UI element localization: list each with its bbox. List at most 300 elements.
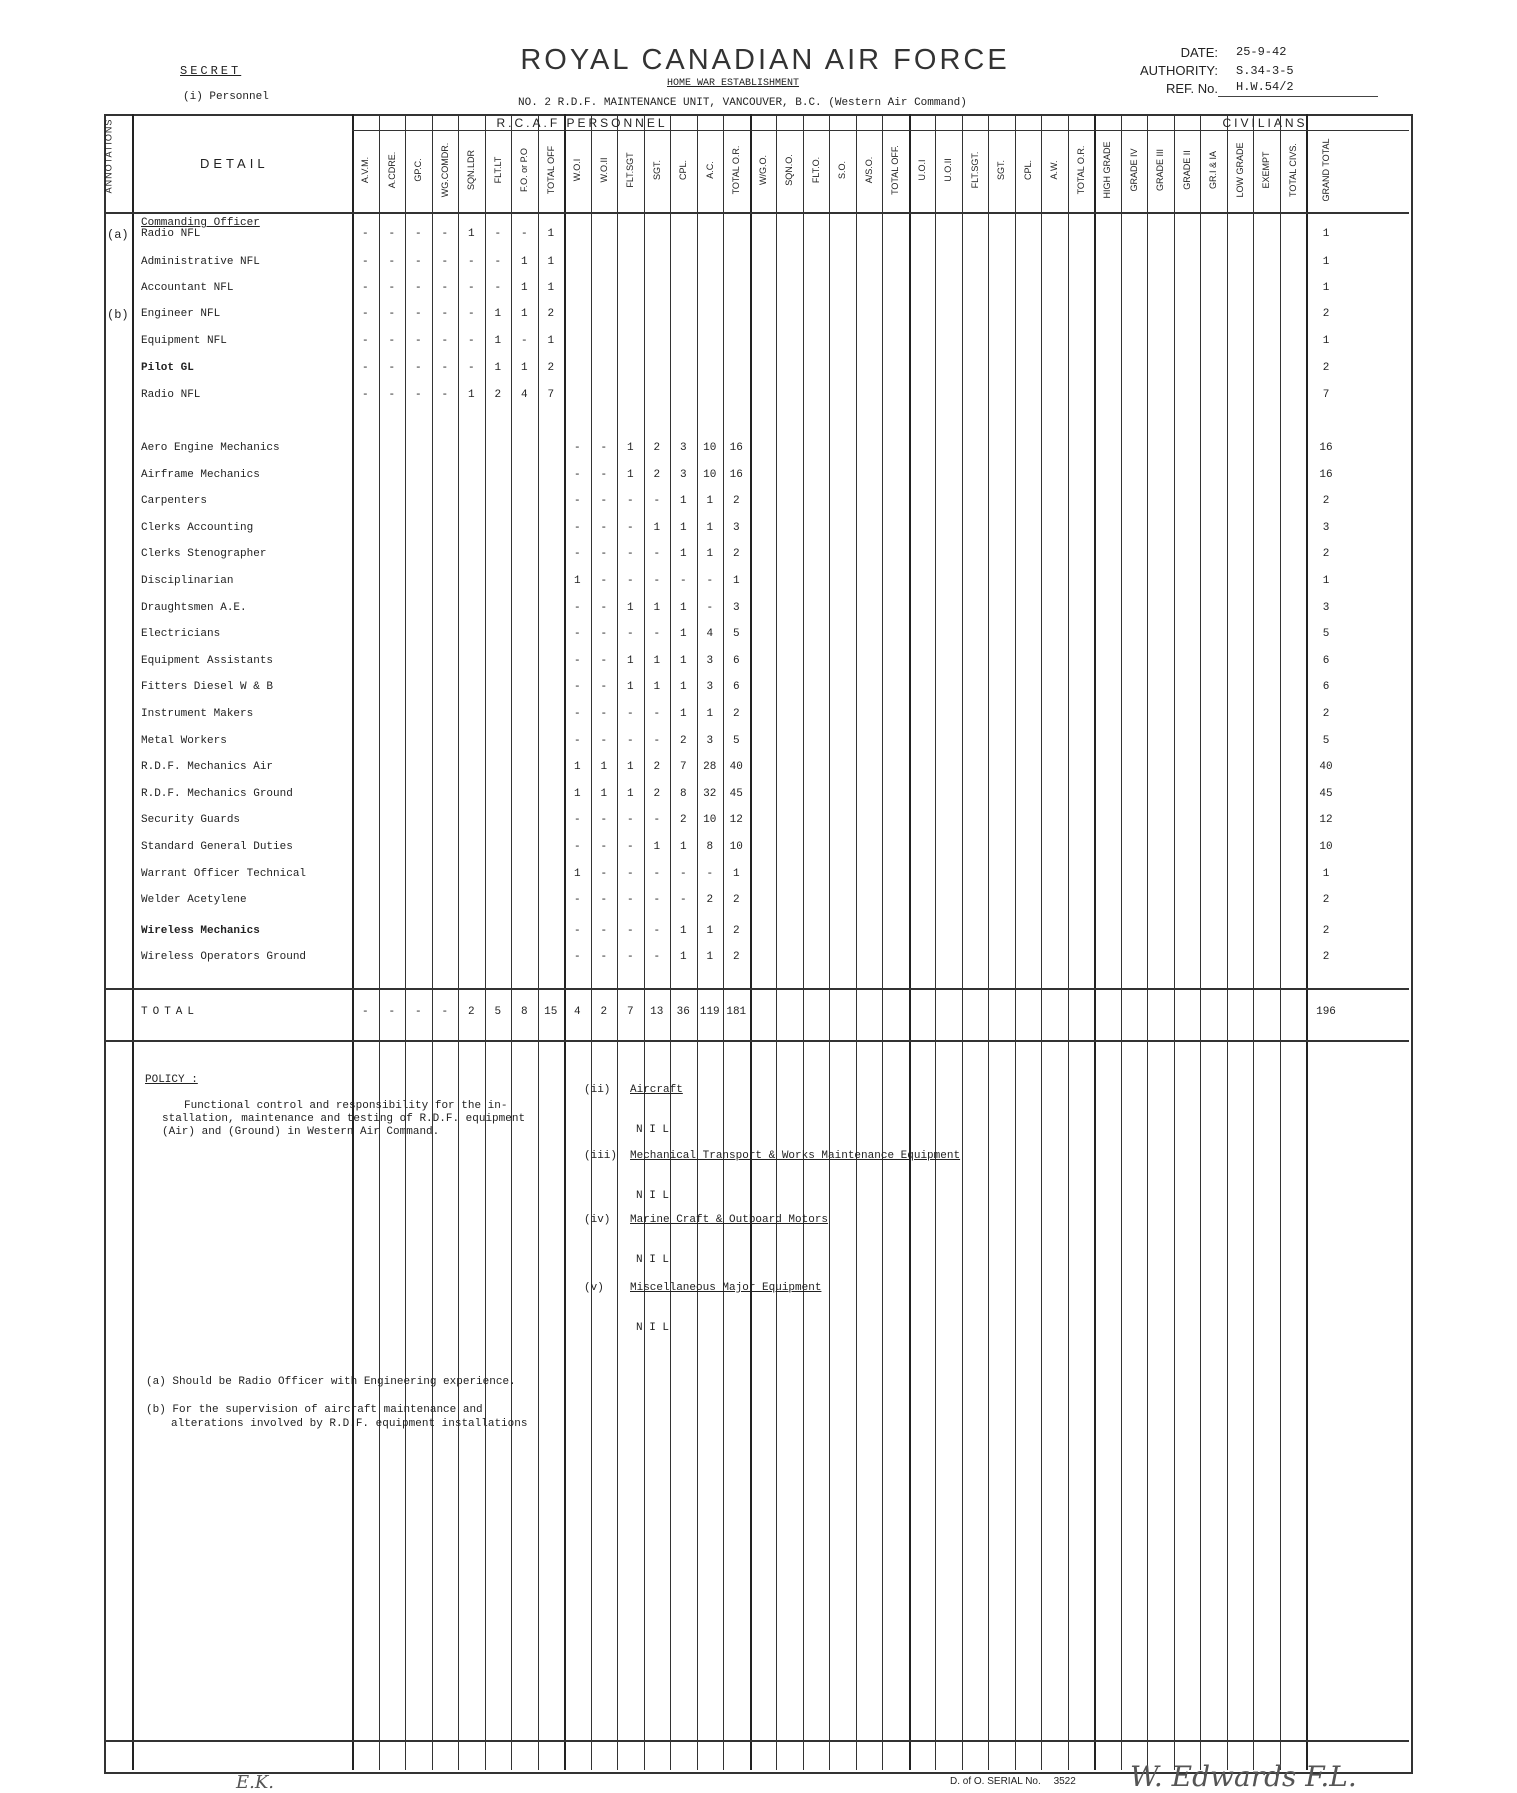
grand-total-cell: 10 xyxy=(1319,841,1333,853)
table-cell: - xyxy=(573,495,581,508)
table-cell: 32 xyxy=(703,787,717,800)
table-cell: - xyxy=(600,575,608,587)
table-cell: - xyxy=(573,814,581,827)
grand-total-cell: 5 xyxy=(1322,734,1330,747)
table-cell: 10 xyxy=(703,442,717,454)
table-cell: 1 xyxy=(520,362,528,374)
table-cell: - xyxy=(600,548,608,561)
row-label: Electricians xyxy=(141,628,221,641)
column-header: TOTAL OFF xyxy=(545,145,556,195)
column-header: CPL. xyxy=(678,160,689,181)
table-cell: - xyxy=(653,814,661,827)
policy-line: stallation, maintenance and testing of R.D.F. equipment xyxy=(162,1113,526,1125)
table-cell: - xyxy=(600,681,608,694)
table-cell: 10 xyxy=(703,814,717,827)
table-cell: 1 xyxy=(547,256,555,268)
table-cell: - xyxy=(573,894,581,907)
table-cell: 2 xyxy=(732,951,740,964)
row-label: Equipment NFL xyxy=(141,335,227,347)
table-cell: 1 xyxy=(626,468,634,481)
table-cell: - xyxy=(388,308,396,320)
equipment-title: Marine Craft & Outboard Motors xyxy=(630,1214,829,1226)
table-cell: - xyxy=(388,256,396,268)
row-label: R.D.F. Mechanics Air xyxy=(141,761,274,774)
column-header: SQN.LDR xyxy=(466,150,477,191)
column-header: EXEMPT xyxy=(1261,151,1272,189)
column-line xyxy=(776,114,777,1770)
column-header: FLT.O. xyxy=(810,156,821,184)
column-line xyxy=(1174,114,1175,1770)
row-label: Security Guards xyxy=(141,814,241,827)
column-header: A.W. xyxy=(1049,160,1060,180)
ref-underline xyxy=(1218,96,1378,97)
table-cell: - xyxy=(600,628,608,641)
table-cell: - xyxy=(388,228,396,240)
row-label: Disciplinarian xyxy=(141,575,234,587)
table-cell: 40 xyxy=(729,761,743,774)
total-cell: 7 xyxy=(626,1006,634,1018)
grand-total-cell: 2 xyxy=(1322,362,1330,374)
table-cell: 2 xyxy=(679,734,687,747)
table-cell: - xyxy=(679,867,687,880)
table-cell: 45 xyxy=(729,787,743,800)
row-label: Welder Acetylene xyxy=(141,894,247,907)
table-cell: - xyxy=(573,734,581,747)
table-cell: - xyxy=(414,335,422,347)
table-cell: - xyxy=(626,924,634,937)
column-line xyxy=(856,114,857,1770)
equipment-value: N I L xyxy=(636,1254,670,1266)
table-cell: 1 xyxy=(653,521,661,534)
table-cell: - xyxy=(573,468,581,481)
table-cell: - xyxy=(626,548,634,561)
column-line xyxy=(909,114,911,1770)
note-line: (b) For the supervision of aircraft maintenance and xyxy=(146,1404,483,1416)
civilians-group: CIVILIANS xyxy=(1222,116,1308,130)
column-line xyxy=(750,114,752,1770)
column-header: FLT.LT xyxy=(492,156,503,184)
table-cell: 1 xyxy=(706,548,714,561)
table-cell: - xyxy=(441,335,449,347)
table-cell: 1 xyxy=(679,924,687,937)
column-header: TOTAL OFF. xyxy=(890,145,901,195)
table-cell: - xyxy=(388,389,396,401)
group-header-line xyxy=(352,130,1409,131)
column-line xyxy=(1121,114,1122,1770)
table-cell: - xyxy=(600,654,608,667)
establishment-subtitle: HOME WAR ESTABLISHMENT xyxy=(667,78,800,89)
table-cell: - xyxy=(414,308,422,320)
table-cell: 8 xyxy=(679,787,687,800)
table-cell: 7 xyxy=(679,761,687,774)
table-cell: - xyxy=(653,548,661,561)
table-cell: 1 xyxy=(679,548,687,561)
table-cell: 1 xyxy=(706,924,714,937)
column-header: TOTAL O.R. xyxy=(731,145,742,195)
table-cell: - xyxy=(626,814,634,827)
table-cell: - xyxy=(600,601,608,614)
column-header: W.O.II xyxy=(598,157,609,183)
table-cell: - xyxy=(626,951,634,964)
column-header: A.C. xyxy=(704,161,715,179)
column-header: FLT.SGT xyxy=(625,152,636,188)
table-cell: - xyxy=(600,841,608,853)
unit-line: NO. 2 R.D.F. MAINTENANCE UNIT, VANCOUVER, B.C. (Western Air Command) xyxy=(518,97,967,109)
column-line xyxy=(1094,114,1096,1770)
total-cell: - xyxy=(414,1006,422,1018)
table-cell: 1 xyxy=(679,521,687,534)
table-cell: 1 xyxy=(573,867,581,880)
row-label: Equipment Assistants xyxy=(141,654,274,667)
grand-total-cell: 16 xyxy=(1319,442,1333,454)
grand-total-cell: 16 xyxy=(1319,468,1333,481)
table-cell: 1 xyxy=(706,951,714,964)
table-cell: 1 xyxy=(706,495,714,508)
detail-header: DETAIL xyxy=(200,156,269,171)
column-header: CPL. xyxy=(1022,160,1033,181)
grand-total-cell: 3 xyxy=(1322,601,1330,614)
table-cell: 3 xyxy=(706,654,714,667)
grand-total-cell: 45 xyxy=(1319,787,1333,800)
row-label: Aero Engine Mechanics xyxy=(141,442,280,454)
table-cell: - xyxy=(679,894,687,907)
table-cell: - xyxy=(388,335,396,347)
table-cell: - xyxy=(388,282,396,294)
column-line xyxy=(882,114,883,1770)
table-cell: - xyxy=(361,228,369,240)
table-cell: 2 xyxy=(653,787,661,800)
table-cell: 2 xyxy=(679,814,687,827)
row-label: Radio NFL xyxy=(141,389,201,401)
note-line: alterations involved by R.D.F. equipment installations xyxy=(171,1418,528,1430)
table-cell: - xyxy=(361,308,369,320)
table-cell: 3 xyxy=(679,468,687,481)
table-cell: 1 xyxy=(520,282,528,294)
equipment-title: Miscellaneous Major Equipment xyxy=(630,1282,822,1294)
table-cell: - xyxy=(600,867,608,880)
row-label: Radio NFL xyxy=(141,228,201,240)
column-header: GRADE IV xyxy=(1128,148,1139,192)
column-header: GRAND TOTAL xyxy=(1321,138,1331,202)
table-cell: 2 xyxy=(653,442,661,454)
grand-total-cell: 1 xyxy=(1322,256,1330,268)
table-cell: - xyxy=(653,867,661,880)
row-label: Accountant NFL xyxy=(141,282,234,294)
table-cell: 5 xyxy=(732,628,740,641)
table-cell: - xyxy=(626,495,634,508)
grand-total-cell: 2 xyxy=(1322,951,1330,964)
table-cell: - xyxy=(467,362,475,374)
row-label: Draughtsmen A.E. xyxy=(141,601,247,614)
table-cell: - xyxy=(653,708,661,720)
total-cell: 119 xyxy=(699,1006,720,1018)
table-cell: 1 xyxy=(467,389,475,401)
table-cell: 1 xyxy=(679,601,687,614)
table-cell: 16 xyxy=(729,468,743,481)
equipment-number: (iv) xyxy=(584,1214,611,1226)
row-label: Instrument Makers xyxy=(141,708,254,720)
row-label: Wireless Mechanics xyxy=(141,924,260,937)
table-cell: 1 xyxy=(520,256,528,268)
column-line xyxy=(1253,114,1254,1770)
table-cell: - xyxy=(706,575,714,587)
column-header: WG.COMDR. xyxy=(439,142,450,198)
table-cell: - xyxy=(626,708,634,720)
table-cell: - xyxy=(573,521,581,534)
grand-total-cell: 3 xyxy=(1322,521,1330,534)
table-cell: 1 xyxy=(626,761,634,774)
grand-total-cell: 2 xyxy=(1322,308,1330,320)
grand-total-cell: 1 xyxy=(1322,575,1330,587)
table-cell: - xyxy=(573,841,581,853)
table-cell: - xyxy=(361,335,369,347)
table-cell: - xyxy=(653,951,661,964)
table-cell: - xyxy=(679,575,687,587)
date-label: DATE: xyxy=(1180,45,1218,60)
row-label: Warrant Officer Technical xyxy=(141,867,307,880)
table-cell: - xyxy=(600,708,608,720)
table-cell: 1 xyxy=(520,308,528,320)
table-cell: 1 xyxy=(547,335,555,347)
table-cell: - xyxy=(388,362,396,374)
column-line xyxy=(988,114,989,1770)
table-cell: 3 xyxy=(679,442,687,454)
table-cell: 1 xyxy=(626,787,634,800)
table-cell: - xyxy=(520,335,528,347)
total-cell: 15 xyxy=(544,1006,558,1018)
row-label: Wireless Operators Ground xyxy=(141,951,307,964)
row-label: Airframe Mechanics xyxy=(141,468,260,481)
total-cell: 2 xyxy=(600,1006,608,1018)
table-cell: 10 xyxy=(729,841,743,853)
table-cell: - xyxy=(414,282,422,294)
table-cell: 16 xyxy=(729,442,743,454)
row-label: Pilot GL xyxy=(141,362,194,374)
grand-total-cell: 6 xyxy=(1322,654,1330,667)
column-header: W.O.I xyxy=(572,158,583,182)
table-frame xyxy=(104,114,1413,1774)
table-cell: - xyxy=(494,256,502,268)
table-cell: - xyxy=(520,228,528,240)
table-cell: 3 xyxy=(732,521,740,534)
table-cell: - xyxy=(626,521,634,534)
table-cell: - xyxy=(441,362,449,374)
column-line xyxy=(723,114,724,1770)
table-cell: 1 xyxy=(573,575,581,587)
grand-total-cell: 12 xyxy=(1319,814,1333,827)
grand-total-cell: 196 xyxy=(1316,1006,1336,1018)
policy-heading: POLICY : xyxy=(145,1074,198,1086)
equipment-title: Aircraft xyxy=(630,1084,683,1096)
table-cell: 3 xyxy=(706,681,714,694)
column-header: GRADE III xyxy=(1155,149,1166,192)
table-cell: 1 xyxy=(732,575,740,587)
table-cell: - xyxy=(653,924,661,937)
table-cell: 2 xyxy=(732,495,740,508)
table-cell: - xyxy=(653,628,661,641)
equipment-number: (ii) xyxy=(584,1084,611,1096)
serial-block xyxy=(950,1776,1076,1787)
grand-total-cell: 1 xyxy=(1322,282,1330,294)
table-cell: - xyxy=(600,814,608,827)
row-label-top: Commanding Officer xyxy=(141,217,260,229)
grand-total-cell: 7 xyxy=(1322,389,1330,401)
row-annotation: (a) xyxy=(107,228,129,242)
table-cell: 3 xyxy=(706,734,714,747)
table-cell: - xyxy=(573,548,581,561)
column-line xyxy=(697,114,698,1770)
table-cell: 4 xyxy=(520,389,528,401)
table-cell: - xyxy=(494,282,502,294)
classification-label: SECRET xyxy=(180,64,242,78)
column-line xyxy=(1015,114,1016,1770)
table-cell: 1 xyxy=(494,335,502,347)
table-cell: - xyxy=(626,894,634,907)
grand-total-cell: 2 xyxy=(1322,924,1330,937)
column-line xyxy=(1041,114,1042,1770)
table-cell: - xyxy=(653,734,661,747)
table-cell: - xyxy=(626,841,634,853)
grand-total-cell: 5 xyxy=(1322,628,1330,641)
equipment-value: N I L xyxy=(636,1190,670,1202)
table-cell: 1 xyxy=(679,951,687,964)
table-cell: 5 xyxy=(732,734,740,747)
column-header: S.O. xyxy=(837,161,848,180)
serial-value: 3522 xyxy=(1053,1776,1076,1787)
table-cell: - xyxy=(441,256,449,268)
table-cell: - xyxy=(467,282,475,294)
column-line xyxy=(829,114,830,1770)
table-cell: 1 xyxy=(626,681,634,694)
table-cell: 1 xyxy=(494,308,502,320)
equipment-value: N I L xyxy=(636,1124,670,1136)
equipment-number: (iii) xyxy=(584,1150,618,1162)
column-header: SGT. xyxy=(651,160,662,181)
table-cell: 1 xyxy=(679,681,687,694)
column-line xyxy=(1306,114,1308,1770)
total-cell: - xyxy=(388,1006,396,1018)
column-line xyxy=(670,114,671,1770)
table-cell: - xyxy=(414,228,422,240)
table-cell: 10 xyxy=(703,468,717,481)
table-cell: - xyxy=(600,495,608,508)
header-labels xyxy=(1130,44,1218,98)
table-cell: 6 xyxy=(732,654,740,667)
table-cell: 1 xyxy=(706,708,714,720)
total-cell: - xyxy=(361,1006,369,1018)
table-cell: - xyxy=(414,256,422,268)
table-cell: - xyxy=(573,708,581,720)
policy-line: (Air) and (Ground) in Western Air Command. xyxy=(162,1126,440,1138)
column-header: FLT.SGT. xyxy=(969,151,980,189)
table-cell: 3 xyxy=(732,601,740,614)
table-cell: - xyxy=(573,442,581,454)
row-label: R.D.F. Mechanics Ground xyxy=(141,787,293,800)
table-cell: - xyxy=(573,681,581,694)
row-label: Metal Workers xyxy=(141,734,227,747)
note-line: (a) Should be Radio Officer with Engineering experience. xyxy=(146,1376,516,1388)
table-cell: 2 xyxy=(653,468,661,481)
table-cell: 1 xyxy=(547,228,555,240)
table-cell: - xyxy=(706,601,714,614)
authority-value: S.34-3-5 xyxy=(1236,64,1294,78)
table-cell: - xyxy=(441,282,449,294)
table-cell: 1 xyxy=(600,761,608,774)
table-cell: - xyxy=(414,389,422,401)
column-header: GP.C. xyxy=(413,158,424,182)
column-line xyxy=(935,114,936,1770)
annotation-column-line xyxy=(132,114,134,1770)
column-header: HIGH GRADE xyxy=(1102,141,1113,199)
table-cell: 1 xyxy=(679,495,687,508)
total-top-line xyxy=(104,988,1409,990)
equipment-number: (v) xyxy=(584,1282,604,1294)
table-cell: 2 xyxy=(732,924,740,937)
table-cell: 1 xyxy=(653,601,661,614)
table-cell: - xyxy=(361,389,369,401)
table-cell: 1 xyxy=(626,442,634,454)
table-cell: 1 xyxy=(626,601,634,614)
table-cell: - xyxy=(600,894,608,907)
table-cell: 1 xyxy=(573,787,581,800)
grand-total-cell: 1 xyxy=(1322,228,1330,240)
table-cell: 1 xyxy=(653,654,661,667)
table-cell: 1 xyxy=(706,521,714,534)
table-cell: 1 xyxy=(547,282,555,294)
table-cell: 8 xyxy=(706,841,714,853)
row-annotation: (b) xyxy=(107,308,129,322)
table-cell: - xyxy=(600,468,608,481)
initials-signature: E.K. xyxy=(236,1772,275,1793)
annotations-header: ANNOTATIONS xyxy=(103,118,114,194)
table-cell: 2 xyxy=(653,761,661,774)
column-header: F.O. or P.O xyxy=(519,148,530,192)
column-line xyxy=(1068,114,1069,1770)
table-cell: 12 xyxy=(729,814,743,827)
total-cell: - xyxy=(441,1006,449,1018)
table-cell: - xyxy=(467,308,475,320)
authority-label: AUTHORITY: xyxy=(1139,63,1218,78)
table-cell: - xyxy=(573,654,581,667)
column-line xyxy=(564,114,566,1770)
column-line xyxy=(803,114,804,1770)
header-bottom-line xyxy=(104,212,1409,214)
table-cell: 1 xyxy=(653,841,661,853)
table-cell: 2 xyxy=(547,308,555,320)
table-cell: - xyxy=(573,601,581,614)
grand-total-cell: 1 xyxy=(1322,335,1330,347)
table-cell: 2 xyxy=(706,894,714,907)
table-cell: 2 xyxy=(494,389,502,401)
table-cell: - xyxy=(441,308,449,320)
table-cell: - xyxy=(626,734,634,747)
table-cell: 1 xyxy=(653,681,661,694)
table-cell: 1 xyxy=(679,654,687,667)
total-cell: 2 xyxy=(467,1006,475,1018)
table-cell: - xyxy=(600,924,608,937)
grand-total-cell: 2 xyxy=(1322,894,1330,907)
column-header: TOTAL CIVS. xyxy=(1287,143,1298,197)
table-cell: - xyxy=(441,228,449,240)
column-line xyxy=(1147,114,1148,1770)
grand-total-cell: 6 xyxy=(1322,681,1330,694)
serial-label: D. of O. SERIAL No. xyxy=(950,1776,1041,1787)
column-header: TOTAL O.R. xyxy=(1075,145,1086,195)
table-cell: - xyxy=(573,628,581,641)
column-header: W/G.O. xyxy=(757,155,768,185)
table-cell: - xyxy=(494,228,502,240)
total-cell: 181 xyxy=(726,1006,747,1018)
